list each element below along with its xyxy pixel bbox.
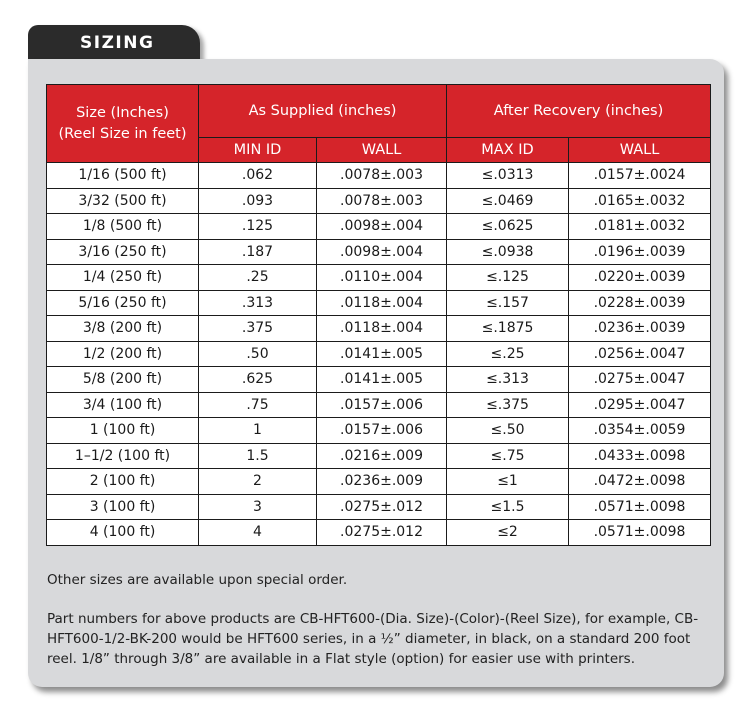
size-column-header	[47, 85, 199, 163]
table-row	[47, 188, 711, 214]
min-id-cell: .375	[199, 316, 317, 342]
size-cell: 3 (100 ft)	[47, 494, 199, 520]
size-cell: 5/16 (250 ft)	[47, 290, 199, 316]
min-id-header: MIN ID	[199, 138, 317, 163]
max-id-header: MAX ID	[447, 138, 569, 163]
wall-supplied-header: WALL	[317, 138, 447, 163]
max-id-cell: ≤.1875	[447, 316, 569, 342]
table-row	[47, 239, 711, 265]
min-id-cell: 1.5	[199, 443, 317, 469]
wall-supplied-cell: .0118±.004	[317, 316, 447, 342]
max-id-cell: ≤.0625	[447, 214, 569, 240]
wall-recovered-cell: .0228±.0039	[569, 290, 711, 316]
wall-supplied-cell: .0078±.003	[317, 163, 447, 189]
wall-recovered-cell: .0571±.0098	[569, 494, 711, 520]
min-id-cell: .093	[199, 188, 317, 214]
size-cell: 3/16 (250 ft)	[47, 239, 199, 265]
wall-recovered-cell: .0236±.0039	[569, 316, 711, 342]
min-id-cell: 3	[199, 494, 317, 520]
wall-supplied-cell: .0275±.012	[317, 494, 447, 520]
size-cell: 1/2 (200 ft)	[47, 341, 199, 367]
wall-supplied-cell: .0078±.003	[317, 188, 447, 214]
wall-recovered-cell: .0433±.0098	[569, 443, 711, 469]
table-row	[47, 265, 711, 291]
min-id-cell: 4	[199, 520, 317, 546]
table-row	[47, 494, 711, 520]
wall-supplied-cell: .0157±.006	[317, 418, 447, 444]
size-cell: 1/8 (500 ft)	[47, 214, 199, 240]
max-id-cell: ≤.313	[447, 367, 569, 393]
max-id-cell: ≤.0938	[447, 239, 569, 265]
wall-recovered-cell: .0196±.0039	[569, 239, 711, 265]
min-id-cell: .50	[199, 341, 317, 367]
other-sizes-note: Other sizes are available upon special order.	[47, 572, 348, 588]
wall-supplied-cell: .0098±.004	[317, 239, 447, 265]
as-supplied-header: As Supplied (inches)	[199, 85, 447, 138]
part-numbers-note: Part numbers for above products are CB-HFT600-(Dia. Size)-(Color)-(Reel Size), for example, CB-HFT600-1/2-BK-200 would be HFT600 series, in a ½” diameter, in black, on a standard 200 foot reel. 1/8” through 3/8” are available in a Flat style (option) for easier use with printers.	[47, 611, 699, 667]
table-row	[47, 367, 711, 393]
size-cell: 3/8 (200 ft)	[47, 316, 199, 342]
max-id-cell: ≤.375	[447, 392, 569, 418]
size-cell: 4 (100 ft)	[47, 520, 199, 546]
table-row	[47, 163, 711, 189]
wall-supplied-cell: .0157±.006	[317, 392, 447, 418]
max-id-cell: ≤.157	[447, 290, 569, 316]
section-title: SIZING	[80, 33, 155, 53]
wall-recovered-cell: .0165±.0032	[569, 188, 711, 214]
min-id-cell: .625	[199, 367, 317, 393]
max-id-cell: ≤.0469	[447, 188, 569, 214]
max-id-cell: ≤2	[447, 520, 569, 546]
size-cell: 5/8 (200 ft)	[47, 367, 199, 393]
wall-supplied-cell: .0236±.009	[317, 469, 447, 495]
min-id-cell: 2	[199, 469, 317, 495]
max-id-cell: ≤.25	[447, 341, 569, 367]
size-cell: 1 (100 ft)	[47, 418, 199, 444]
wall-recovered-cell: .0295±.0047	[569, 392, 711, 418]
section-tab	[28, 25, 200, 63]
table-row	[47, 520, 711, 546]
min-id-cell: .062	[199, 163, 317, 189]
wall-recovered-cell: .0472±.0098	[569, 469, 711, 495]
min-id-cell: .187	[199, 239, 317, 265]
size-cell: 3/4 (100 ft)	[47, 392, 199, 418]
sizing-table	[46, 84, 711, 546]
table-row	[47, 316, 711, 342]
size-cell: 1–1/2 (100 ft)	[47, 443, 199, 469]
table-row	[47, 290, 711, 316]
table-row	[47, 443, 711, 469]
table-row	[47, 214, 711, 240]
wall-supplied-cell: .0141±.005	[317, 341, 447, 367]
wall-recovered-cell: .0157±.0024	[569, 163, 711, 189]
wall-recovered-cell: .0181±.0032	[569, 214, 711, 240]
table-row	[47, 469, 711, 495]
wall-supplied-cell: .0098±.004	[317, 214, 447, 240]
size-cell: 2 (100 ft)	[47, 469, 199, 495]
max-id-cell: ≤.0313	[447, 163, 569, 189]
notes	[47, 570, 717, 669]
after-recovery-header: After Recovery (inches)	[447, 85, 711, 138]
reel-header-label: (Reel Size in feet)	[58, 125, 187, 142]
wall-recovered-cell: .0571±.0098	[569, 520, 711, 546]
max-id-cell: ≤1	[447, 469, 569, 495]
min-id-cell: .75	[199, 392, 317, 418]
max-id-cell: ≤.125	[447, 265, 569, 291]
wall-recovered-cell: .0275±.0047	[569, 367, 711, 393]
wall-supplied-cell: .0110±.004	[317, 265, 447, 291]
wall-supplied-cell: .0275±.012	[317, 520, 447, 546]
wall-supplied-cell: .0141±.005	[317, 367, 447, 393]
size-header-label: Size (Inches)	[76, 104, 169, 121]
wall-supplied-cell: .0216±.009	[317, 443, 447, 469]
wall-recovered-cell: .0220±.0039	[569, 265, 711, 291]
wall-supplied-cell: .0118±.004	[317, 290, 447, 316]
min-id-cell: .125	[199, 214, 317, 240]
max-id-cell: ≤.75	[447, 443, 569, 469]
table-row	[47, 418, 711, 444]
wall-recovered-cell: .0256±.0047	[569, 341, 711, 367]
size-cell: 1/4 (250 ft)	[47, 265, 199, 291]
wall-recovered-cell: .0354±.0059	[569, 418, 711, 444]
max-id-cell: ≤.50	[447, 418, 569, 444]
size-cell: 1/16 (500 ft)	[47, 163, 199, 189]
wall-recovered-header: WALL	[569, 138, 711, 163]
sizing-panel	[28, 59, 724, 687]
table-row	[47, 392, 711, 418]
table-body	[47, 163, 711, 546]
min-id-cell: .313	[199, 290, 317, 316]
max-id-cell: ≤1.5	[447, 494, 569, 520]
size-cell: 3/32 (500 ft)	[47, 188, 199, 214]
table-row	[47, 341, 711, 367]
min-id-cell: 1	[199, 418, 317, 444]
min-id-cell: .25	[199, 265, 317, 291]
